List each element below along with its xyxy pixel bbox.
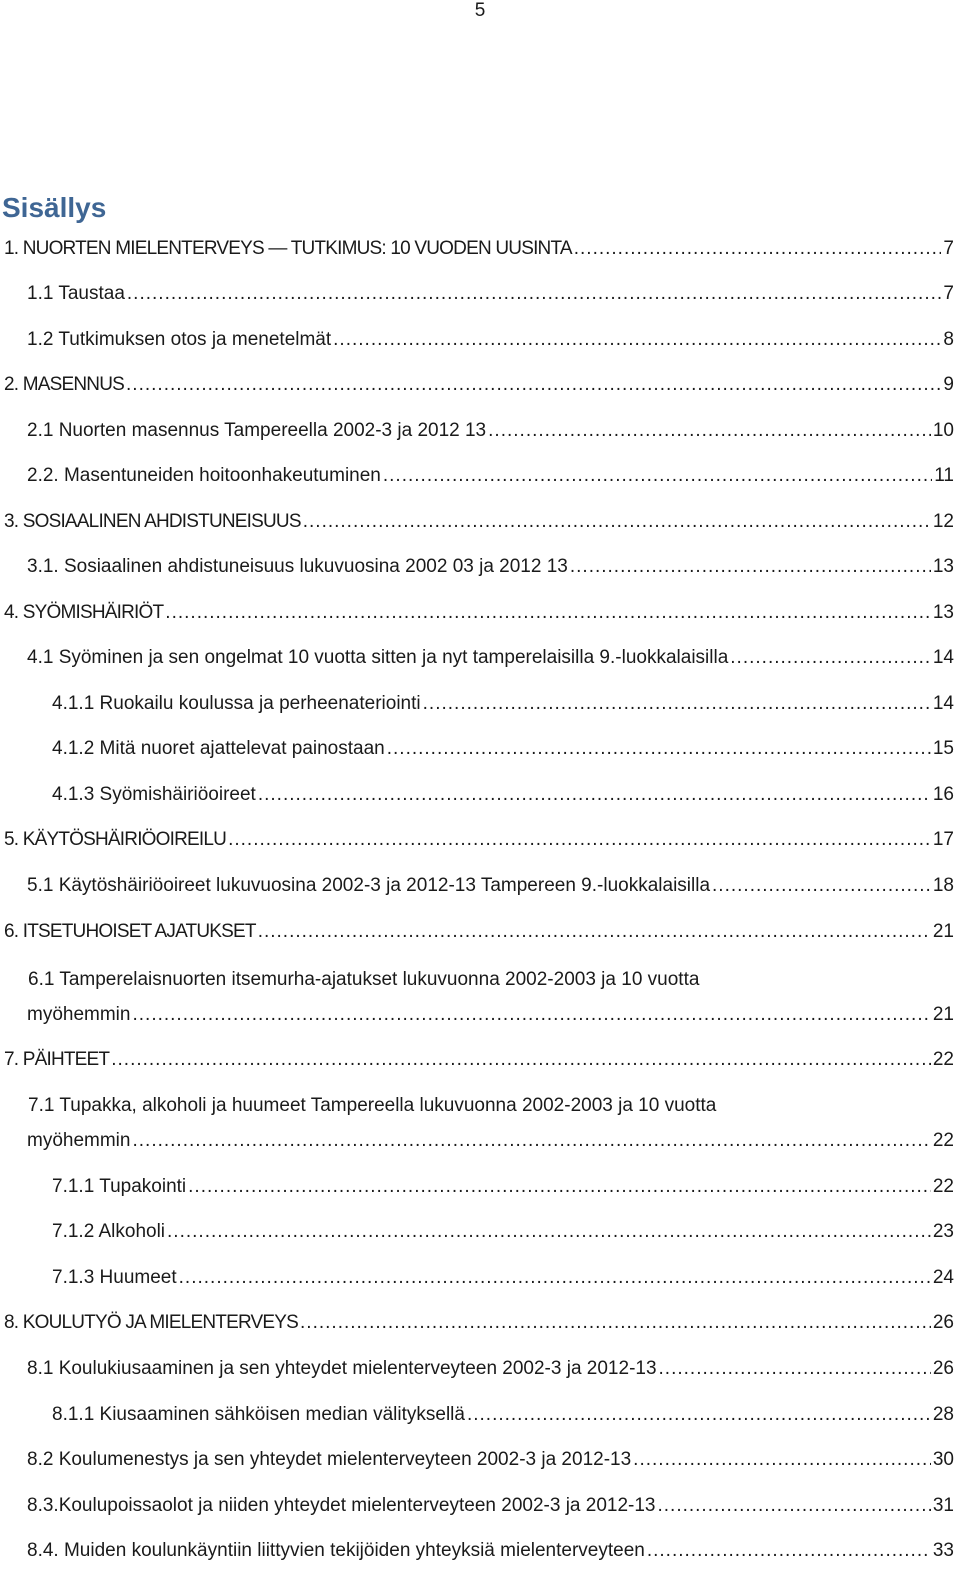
toc-entry-label: 1.1 Taustaa [27,283,125,304]
toc-entry-page: 23 [932,1221,954,1242]
leader-dots [633,1443,931,1477]
toc-entry-1-1[interactable] [0,277,954,311]
leader-dots [387,732,931,766]
toc-entry-label: 1. NUORTEN MIELENTERVEYS — TUTKIMUS: 10 VUODEN UUSINTA [4,238,572,259]
toc-entry-page: 30 [932,1449,954,1470]
leader-dots [659,1352,931,1386]
toc-entry-page: 33 [932,1540,954,1561]
toc-entry-label: 2.2. Masentuneiden hoitoonhakeutuminen [27,465,381,486]
toc-entry-page: 7 [943,283,954,304]
toc-entry-page: 12 [932,511,954,532]
toc-entry-2-1[interactable] [0,414,954,448]
toc-entry-label: 3. SOSIAALINEN AHDISTUNEISUUS [4,511,301,532]
toc-entry-page: 10 [932,420,954,441]
leader-dots [126,368,941,402]
toc-entry-7[interactable] [0,1043,954,1077]
leader-dots [303,505,931,539]
toc-entry-page: 13 [932,602,954,623]
toc-entry-8-3[interactable] [0,1489,954,1523]
toc-entry-label: 7.1.3 Huumeet [52,1267,177,1288]
toc-entry-3[interactable] [0,505,954,539]
toc-entry-8[interactable] [0,1306,954,1340]
toc-entry-6-1[interactable] [0,998,954,1032]
leader-dots [188,1170,931,1204]
toc-entry-2-2[interactable] [0,459,954,493]
toc-entry-4-1-3[interactable] [0,778,954,812]
toc-entry-page: 22 [932,1176,954,1197]
toc-entry-page: 21 [932,1004,954,1025]
toc-entry-page: 15 [932,738,954,759]
toc-entry-label: 5. KÄYTÖSHÄIRIÖOIREILU [4,829,227,850]
toc-entry-1[interactable] [0,232,954,266]
toc-entry-3-1[interactable] [0,550,954,584]
leader-dots [111,1043,931,1077]
leader-dots [712,869,931,903]
toc-entry-page: 14 [932,647,954,668]
toc-entry-page: 7 [943,238,954,259]
toc-entry-label: 7.1.1 Tupakointi [52,1176,187,1197]
leader-dots [570,550,931,584]
leader-dots [228,823,931,857]
toc-entry-page: 22 [932,1049,954,1070]
toc-entry-page: 22 [932,1130,954,1151]
page-number: 5 [474,0,486,21]
toc-entry-7-1-line1[interactable]: 7.1 Tupakka, alkoholi ja huumeet Tampereella lukuvuonna 2002-2003 ja 10 vuotta [28,1095,717,1116]
toc-entry-page: 14 [932,693,954,714]
toc-entry-page: 17 [932,829,954,850]
toc-entry-page: 26 [932,1358,954,1379]
leader-dots [132,1124,930,1158]
toc-entry-label: 8. KOULUTYÖ JA MIELENTERVEYS [4,1312,299,1333]
toc-entry-label: myöhemmin [27,1130,131,1151]
toc-entry-label: 8.4. Muiden koulunkäyntiin liittyvien tekijöiden yhteyksiä mielenterveyteen [27,1540,645,1561]
toc-entry-page: 9 [943,374,954,395]
toc-entry-2[interactable] [0,368,954,402]
leader-dots [467,1398,931,1432]
toc-entry-8-1[interactable] [0,1352,954,1386]
leader-dots [179,1261,931,1295]
leader-dots [383,459,932,493]
leader-dots [132,998,930,1032]
toc-entry-8-1-1[interactable] [0,1398,954,1432]
leader-dots [423,687,931,721]
toc-entry-page: 31 [932,1495,954,1516]
toc-entry-page: 21 [932,921,954,942]
leader-dots [574,232,942,266]
leader-dots [300,1306,931,1340]
toc-entry-page: 11 [934,465,954,486]
toc-entry-label: 2.1 Nuorten masennus Tampereella 2002-3 ja 2012 13 [27,420,487,441]
toc-entry-4-1[interactable] [0,641,954,675]
toc-entry-label: 7. PÄIHTEET [4,1049,110,1070]
toc-entry-4-1-2[interactable] [0,732,954,766]
leader-dots [647,1534,931,1568]
toc-entry-7-1-3[interactable] [0,1261,954,1295]
toc-entry-1-2[interactable] [0,323,954,357]
toc-entry-page: 13 [932,556,954,577]
toc-entry-label: 5.1 Käytöshäiriöoireet lukuvuosina 2002-3 ja 2012-13 Tampereen 9.-luokkalaisilla [27,875,711,896]
toc-entry-5-1[interactable] [0,869,954,903]
toc-entry-label: 1.2 Tutkimuksen otos ja menetelmät [27,329,332,350]
toc-entry-label: 8.3.Koulupoissaolot ja niiden yhteydet mielenterveyteen 2002-3 ja 2012-13 [27,1495,656,1516]
leader-dots [333,323,941,357]
toc-entry-label: 7.1.2 Alkoholi [52,1221,166,1242]
leader-dots [657,1489,930,1523]
leader-dots [165,596,931,630]
toc-entry-label: 4. SYÖMISHÄIRIÖT [4,602,164,623]
toc-entry-label: 4.1.3 Syömishäiriöoireet [52,784,256,805]
leader-dots [258,778,931,812]
toc-entry-label: 3.1. Sosiaalinen ahdistuneisuus lukuvuosina 2002 03 ja 2012 13 [27,556,568,577]
toc-entry-7-1[interactable] [0,1124,954,1158]
toc-entry-page: 8 [943,329,954,350]
toc-title: Sisällys [2,192,107,223]
toc-entry-label: myöhemmin [27,1004,131,1025]
toc-entry-page: 16 [932,784,954,805]
leader-dots [258,915,931,949]
leader-dots [167,1215,931,1249]
toc-entry-8-2[interactable] [0,1443,954,1477]
toc-entry-page: 28 [932,1404,954,1425]
toc-entry-4[interactable] [0,596,954,630]
toc-entry-label: 4.1.1 Ruokailu koulussa ja perheenateriointi [52,693,421,714]
toc-entry-label: 8.1.1 Kiusaaminen sähköisen median välityksellä [52,1404,465,1425]
toc-entry-label: 6. ITSETUHOISET AJATUKSET [4,921,256,942]
toc-entry-5[interactable] [0,823,954,857]
toc-entry-page: 24 [932,1267,954,1288]
toc-entry-label: 4.1.2 Mitä nuoret ajattelevat painostaan [52,738,385,759]
toc-entry-8-4[interactable] [0,1534,954,1568]
toc-entry-label: 4.1 Syöminen ja sen ongelmat 10 vuotta sitten ja nyt tamperelaisilla 9.-luokkalaisilla [27,647,729,668]
toc-entry-6-1-line1[interactable]: 6.1 Tamperelaisnuorten itsemurha-ajatukset lukuvuonna 2002-2003 ja 10 vuotta [28,969,700,990]
leader-dots [488,414,931,448]
toc-entry-label: 2. MASENNUS [4,374,125,395]
toc-entry-4-1-1[interactable] [0,687,954,721]
toc-entry-label: 8.2 Koulumenestys ja sen yhteydet mielenterveyteen 2002-3 ja 2012-13 [27,1449,632,1470]
leader-dots [127,277,942,311]
toc-entry-7-1-2[interactable] [0,1215,954,1249]
toc-entry-page: 18 [932,875,954,896]
leader-dots [730,641,931,675]
toc-entry-6[interactable] [0,915,954,949]
toc-entry-label: 8.1 Koulukiusaaminen ja sen yhteydet mielenterveyteen 2002-3 ja 2012-13 [27,1358,657,1379]
toc-entry-page: 26 [932,1312,954,1333]
toc-entry-7-1-1[interactable] [0,1170,954,1204]
